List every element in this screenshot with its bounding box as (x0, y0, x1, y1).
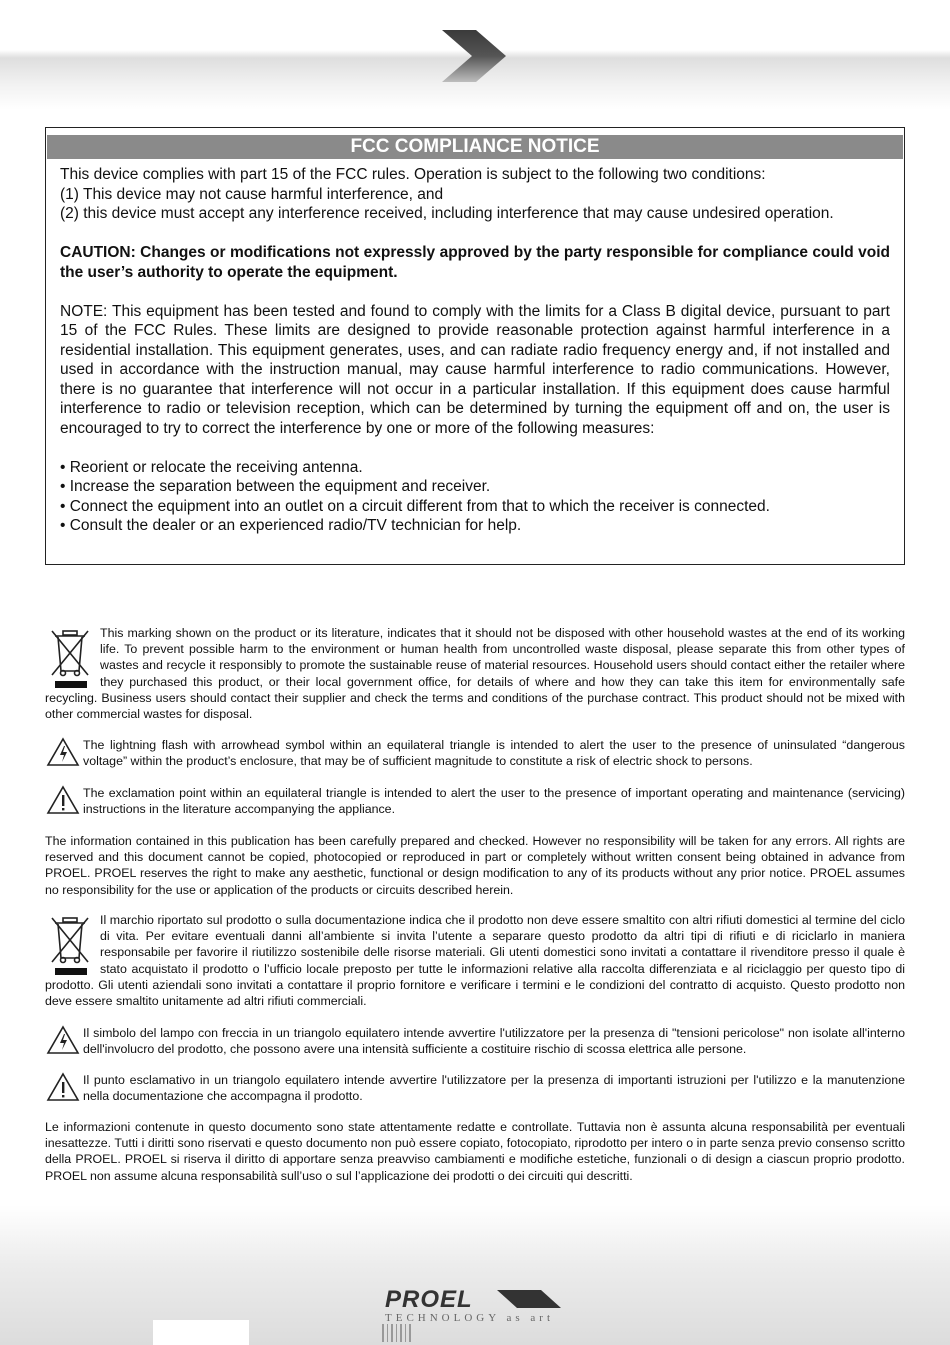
footer-tab (153, 1320, 249, 1345)
fcc-line-2: (1) This device may not cause harmful interference, and (60, 185, 444, 203)
crossed-bin-icon (45, 912, 100, 976)
lightning-text-it: Il simbolo del lampo con freccia in un triangolo equilatero intende avvertire l'utilizzatore per la presenza di "tensioni pericolose" non isolate all'interno dell'involucro del prodotto, che possono avere una intensità sufficiente a costituire rischio di scossa elettrica alle persone. (83, 1026, 905, 1057)
logo-wedge-icon (497, 1288, 563, 1310)
lightning-triangle-icon (45, 1025, 83, 1055)
fcc-line-1: This device complies with part 15 of the FCC rules. Operation is subject to the following two conditions: (60, 166, 766, 183)
disclaimer-en: The information contained in this publication has been carefully prepared and checked. However no responsibility will be taken for any errors. All rights are reserved and this document cannot be copied, photocopied or reproduced in part or completely without written consent being obtained in advance from PROEL. PROEL reserves the right to make any aesthetic, functional or design modification to any of its products without any prior notice. PROEL assumes no responsibility for the use or application of the products or circuits described herein. (45, 834, 905, 897)
fcc-caution: CAUTION: Changes or modifications not expressly approved by the party responsible for compliance could void the user’s authority to operate the equipment. (60, 244, 890, 281)
lightning-text-en: The lightning flash with arrowhead symbol within an equilateral triangle is intended to alert the user to the presence of uninsulated “dangerous voltage” within the product’s enclosure, that may be of sufficient magnitude to constitute a risk of electric shock to persons. (83, 738, 905, 769)
fcc-line-3: (2) this device must accept any interference received, including interference that may cause undesired operation. (60, 205, 834, 222)
fcc-bullet-4: • Consult the dealer or an experienced radio/TV technician for help. (60, 517, 522, 534)
fcc-bullet-1: • Reorient or relocate the receiving antenna. (60, 458, 363, 476)
logo-wordmark: PROEL (385, 1286, 473, 1313)
fcc-body (46, 159, 904, 536)
barcode-icon (381, 1322, 413, 1342)
exclamation-text-it: Il punto esclamativo in un triangolo equilatero intende avvertire l'utilizzatore per la presenza di importanti istruzioni per l'utilizzo e la manutenzione nella documentazione che accompagna il prodotto. (83, 1073, 905, 1104)
chevron-right-icon (440, 28, 510, 84)
exclamation-notice-en (45, 785, 905, 817)
disclaimer-it: Le informazioni contenute in questo documento sono state attentamente redatte e controllate. Tuttavia non è assunta alcuna responsabilità per eventuali inesattezze. Tutti i diritti sono riservati e questo documento non può essere copiato, fotocopiato, riprodotto per intero o in parte senza previo consenso scritto della PROEL. PROEL si riserva il diritto di apportare senza preavviso cambiamenti e modifiche estetiche, funzionali o di design a ciascun proprio prodotto. PROEL non assume alcuna responsabilità sull’uso o sul l’applicazione dei prodotti o dei circuiti qui descritti. (45, 1120, 905, 1183)
weee-text-en: This marking shown on the product or its literature, indicates that it should not be disposed with other household wastes at the end of its working life. To prevent possible harm to the environment or human health from uncontrolled waste disposal, please separate this from other types of wastes and recycle it responsibly to promote the sustainable reuse of material resources. Household users should contact either the retailer where they purchased this product, or their local government office, for details of where and how they can take this item for environmentally safe recycling. Business users should contact their supplier and check the terms and conditions of the purchase contract. This product should not be mixed with other commercial wastes for disposal. (45, 626, 905, 722)
logo-tagline: TECHNOLOGY as art (385, 1312, 555, 1324)
lightning-triangle-icon (45, 737, 83, 767)
exclamation-triangle-icon (45, 785, 83, 815)
fcc-title: FCC COMPLIANCE NOTICE (47, 135, 903, 159)
fcc-compliance-box (45, 127, 905, 565)
lightning-notice-en (45, 737, 905, 769)
proel-logo (385, 1286, 570, 1326)
fcc-bullet-2: • Increase the separation between the equipment and receiver. (60, 478, 491, 495)
weee-notice-it (45, 912, 905, 1009)
weee-text-it: Il marchio riportato sul prodotto o sulla documentazione indica che il prodotto non deve essere smaltito con altri rifiuti domestici al termine del ciclo di vita. Per evitare eventuali danni all’ambiente si invita l’utente a separare questo prodotto da altri tipi di rifiuti e di riciclarlo in maniera responsabile per favorire il riutilizzo sostenibile delle risorse materiali. Gli utenti domestici sono invitati a contattare il rivenditore presso il quale è stato acquistato il prodotto o l’ufficio locale preposto per tutte le informazioni relative alla raccolta differenziata e al riciclaggio per questo tipo di prodotto. Gli utenti aziendali sono invitati a contattare il proprio fornitore e verificare i termini e le condizioni del contratto di acquisto. Questo prodotto non deve essere smaltito unitamente ad altri rifiuti commerciali. (45, 913, 905, 1009)
fcc-note: NOTE: This equipment has been tested and found to comply with the limits for a Class B digital device, pursuant to part 15 of the FCC Rules. These limits are designed to provide reasonable protection against harmful interference in a residential installation. This equipment generates, uses, and can radiate radio frequency energy and, if not installed and used in accordance with the instruction manual, may cause harmful interference to radio communications. However, there is no guarantee that interference will not occur in a particular installation. If this equipment does cause harmful interference to radio or television reception, which can be determined by turning the equipment off and on, the user is encouraged to try to correct the interference by one or more of the following measures: (60, 302, 890, 437)
lightning-notice-it (45, 1025, 905, 1057)
fcc-bullet-3: • Connect the equipment into an outlet on a circuit different from that to which the receiver is connected. (60, 497, 770, 515)
crossed-bin-icon (45, 625, 100, 689)
exclamation-text-en: The exclamation point within an equilateral triangle is intended to alert the user to the presence of important operating and maintenance (servicing) instructions in the literature accompanying the appliance. (83, 786, 905, 817)
weee-notice-en (45, 625, 905, 722)
exclamation-notice-it (45, 1072, 905, 1104)
exclamation-triangle-icon (45, 1072, 83, 1102)
